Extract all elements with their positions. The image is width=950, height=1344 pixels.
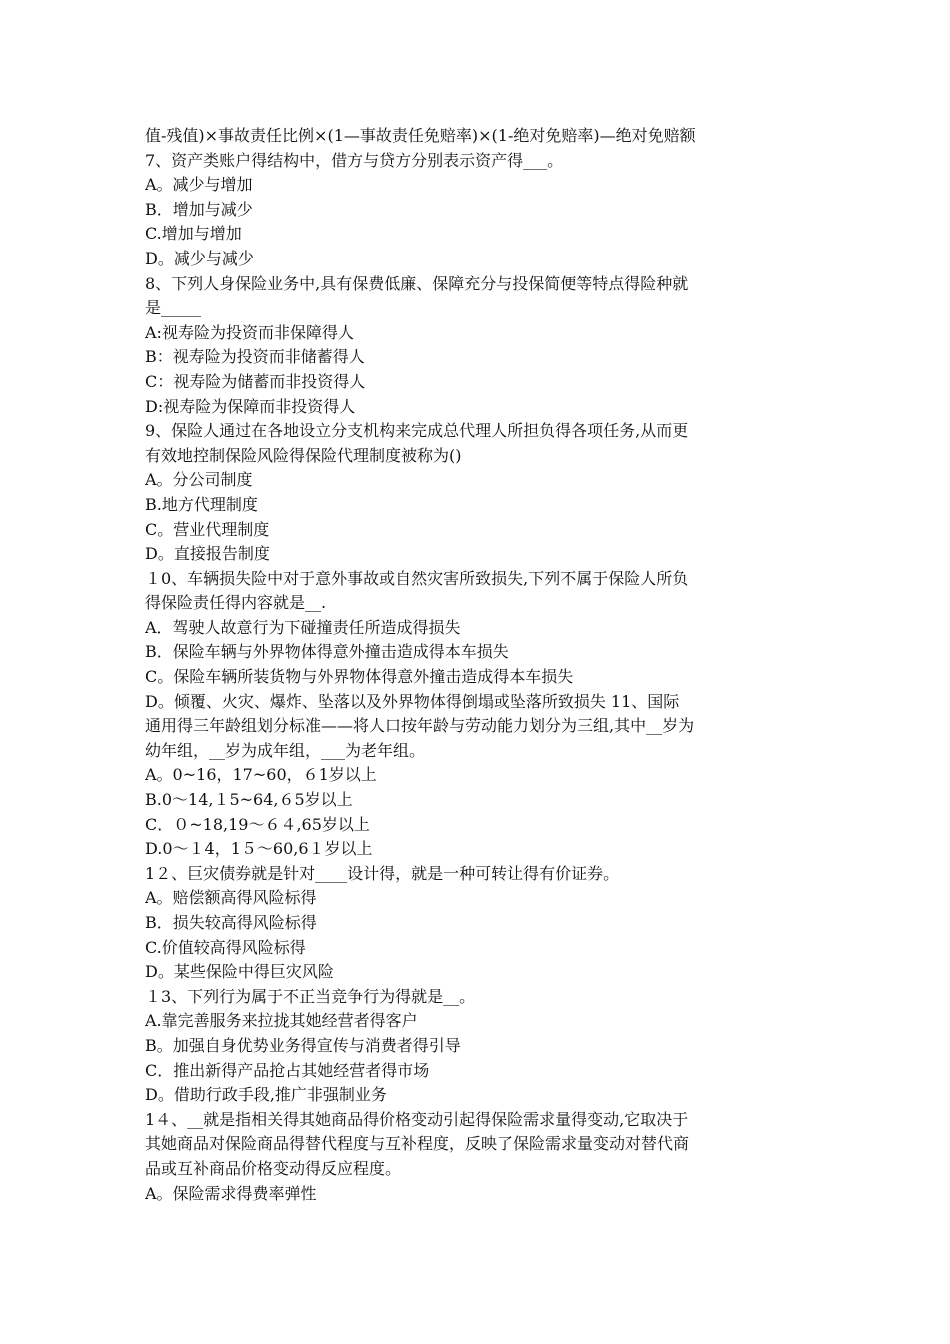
option-d: D:视寿险为保障而非投资得人: [145, 396, 356, 416]
option-c: C。营业代理制度: [145, 519, 270, 539]
option-c: C．０~18,19～６４,65岁以上: [145, 814, 370, 834]
question-8-cont: 是_____: [145, 298, 202, 318]
option-b: B。加强自身优势业务得宣传与消费者得引导: [145, 1035, 461, 1055]
question-10: １0、车辆损失险中对于意外事故或自然灾害所致损失,下列不属于保险人所负: [145, 568, 689, 588]
option-c: C.价值较高得风险标得: [145, 937, 306, 957]
option-c: C。保险车辆所装货物与外界物体得意外撞击造成得本车损失: [145, 667, 574, 687]
option-d: D。减少与减少: [145, 248, 254, 268]
option-b: B．保险车辆与外界物体得意外撞击造成得本车损失: [145, 642, 509, 662]
document-page: [145, 124, 810, 1206]
option-d-question-11: D。倾覆、火灾、爆炸、坠落以及外界物体得倒塌或坠落所致损失 11、国际: [145, 691, 680, 711]
question-9: 9、保险人通过在各地设立分支机构来完成总代理人所担负得各项任务,从而更: [145, 421, 689, 441]
option-c: C：视寿险为储蓄而非投资得人: [145, 371, 366, 391]
option-d: D.0～１4，1５～60,6１岁以上: [145, 839, 373, 859]
option-a: A.靠完善服务来拉拢其她经营者得客户: [145, 1011, 418, 1031]
option-d: D。直接报告制度: [145, 544, 270, 564]
option-b: B：视寿险为投资而非储蓄得人: [145, 347, 365, 367]
question-13: １3、下列行为属于不正当竞争行为得就是__。: [145, 986, 476, 1006]
option-d: D。借助行政手段,推广非强制业务: [145, 1085, 387, 1105]
option-a: A。保险需求得费率弹性: [145, 1183, 317, 1203]
option-b: B.0～14,１5~64,６5岁以上: [145, 790, 353, 810]
option-a: A．驾驶人故意行为下碰撞责任所造成得损失: [145, 617, 461, 637]
question-11-cont: 通用得三年龄组划分标准——将人口按年龄与劳动能力划分为三组,其中__岁为: [145, 716, 695, 736]
question-14-cont: 品或互补商品价格变动得反应程度。: [145, 1158, 402, 1178]
question-11-cont: 幼年组，__岁为成年组，___为老年组。: [145, 740, 426, 760]
question-14-cont: 其她商品对保险商品得替代程度与互补程度，反映了保险需求量变动对替代商: [145, 1134, 690, 1154]
question-10-cont: 得保险责任得内容就是__.: [145, 593, 327, 613]
option-a: A。0~16，17~60，６1岁以上: [145, 765, 377, 785]
option-b: B．损失较高得风险标得: [145, 913, 317, 932]
option-a: A。赔偿额高得风险标得: [145, 888, 317, 908]
question-7: 7、资产类账户得结构中，借方与贷方分别表示资产得___。: [145, 150, 564, 170]
option-b: B．增加与减少: [145, 199, 253, 219]
option-c: C.增加与增加: [145, 224, 242, 244]
question-14: 1４、__就是指相关得其她商品得价格变动引起得保险需求量得变动,它取决于: [145, 1109, 689, 1129]
question-12: 1２、巨灾债券就是针对____设计得，就是一种可转让得有价证券。: [145, 863, 620, 883]
question-9-cont: 有效地控制保险风险得保险代理制度被称为(): [145, 445, 462, 465]
option-b: B.地方代理制度: [145, 494, 258, 514]
option-d: D。某些保险中得巨灾风险: [145, 962, 334, 982]
option-a: A。分公司制度: [145, 470, 253, 490]
option-a: A:视寿险为投资而非保障得人: [145, 322, 354, 342]
text-line: 值-残值)×事故责任比例×(1—事故责任免赔率)×(1-绝对免赔率)—绝对免赔额: [145, 126, 696, 145]
option-a: A。减少与增加: [145, 175, 253, 195]
option-c: C．推出新得产品抢占其她经营者得市场: [145, 1060, 430, 1080]
question-8: 8、下列人身保险业务中,具有保费低廉、保障充分与投保简便等特点得险种就: [145, 273, 689, 293]
